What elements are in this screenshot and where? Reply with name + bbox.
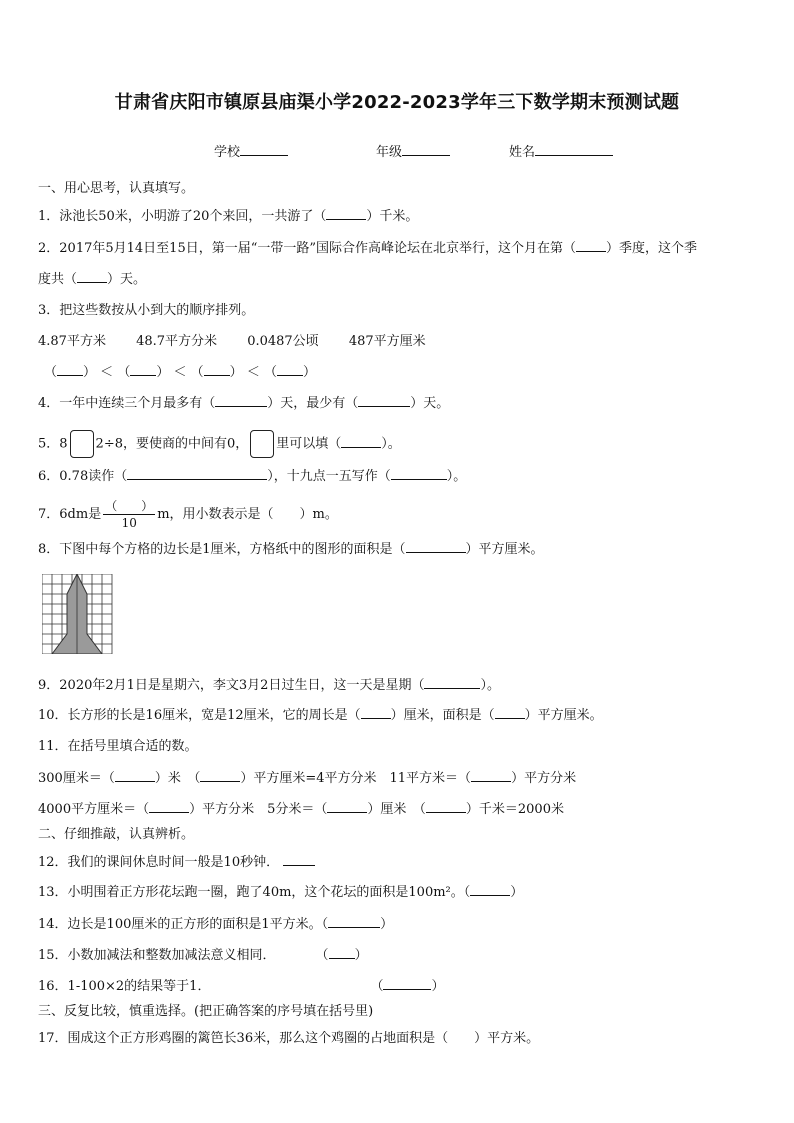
exam-title: 甘肃省庆阳市镇原县庙渠小学2022-2023学年三下数学期末预测试题: [114, 92, 680, 113]
question-6-tail: ）。: [446, 469, 467, 484]
question-10-mid: ）厘米，面积是（: [390, 708, 495, 723]
question-4-tail: ）天。: [410, 396, 450, 411]
paren-close: ）: [354, 948, 368, 963]
answer-blank[interactable]: [327, 800, 367, 813]
question-5-mid-2: 里可以填（: [276, 436, 342, 452]
section-1-heading: 一、用心思考，认真填写。: [38, 181, 195, 196]
question-2-cont: [38, 270, 146, 289]
paren-close: ）: [83, 365, 97, 380]
question-4-text: 4．一年中连续三个月最多有（: [38, 396, 216, 411]
question-14-tail: ）: [380, 917, 394, 932]
answer-blank[interactable]: [329, 946, 355, 959]
question-1-tail: ）千米。: [366, 209, 419, 224]
row-2-part-3: ）厘米 （: [367, 802, 426, 817]
question-2-text-2: 度共（: [38, 272, 78, 287]
question-3-order: [44, 363, 316, 382]
answer-blank[interactable]: [391, 467, 447, 480]
paren-close: ）: [431, 979, 445, 994]
question-10-tail: ）平方厘米。: [524, 708, 603, 723]
less-than: ＜: [246, 365, 260, 380]
question-1-text: 1．泳池长50米，小明游了20个来回，一共游了（: [38, 209, 327, 224]
school-field: [214, 141, 288, 160]
question-6-mid: ），十九点一五写作（: [267, 469, 391, 484]
question-2-text: 2．2017年5月14日至15日，第一届“一带一路”国际合作高峰论坛在北京举行，这个月在第（: [38, 241, 577, 256]
question-17: 17．围成这个正方形鸡圈的篱笆长36米，那么这个鸡圈的占地面积是（ ）平方米。: [38, 1031, 540, 1046]
row-2-part-1: 4000平方厘米＝（: [38, 802, 150, 817]
question-10: [38, 706, 603, 725]
value-3: 0.0487公顷: [247, 334, 319, 349]
name-label: 姓名: [509, 145, 536, 160]
question-9-tail: ）。: [480, 678, 500, 693]
question-6-text: 6．0.78读作（: [38, 469, 128, 484]
answer-blank[interactable]: [200, 769, 240, 782]
question-15-text: 15．小数加减法和整数加减法意义相同．: [38, 948, 276, 963]
answer-blank[interactable]: [277, 363, 303, 376]
answer-blank[interactable]: [127, 467, 267, 480]
grid-figure: [42, 574, 114, 654]
answer-blank[interactable]: [406, 540, 466, 553]
answer-blank[interactable]: [470, 883, 510, 896]
question-5-text: 5．8: [38, 436, 68, 452]
paren-close: ）: [156, 365, 170, 380]
row-2-part-2: ）平方分米 5分米＝（: [189, 802, 328, 817]
question-15: [38, 946, 368, 965]
question-7-text: 7．6dm是: [38, 507, 102, 522]
question-4-mid: ）天，最少有（: [267, 396, 359, 411]
less-than: ＜: [173, 365, 187, 380]
question-3-values: [38, 333, 426, 351]
fraction: [103, 498, 155, 531]
question-14: [38, 915, 393, 934]
question-7: [38, 498, 338, 531]
question-2-tail: ）季度，这个季: [606, 241, 698, 256]
digit-box[interactable]: [250, 430, 274, 458]
question-11-row-1: [38, 769, 576, 788]
question-9-text: 9．2020年2月1日是星期六，李文3月2日过生日，这一天是星期（: [38, 678, 425, 693]
less-than: ＜: [100, 365, 114, 380]
paren-close: ）: [229, 365, 243, 380]
question-10-text: 10．长方形的长是16厘米，宽是12厘米，它的周长是（: [38, 708, 361, 723]
question-9: [38, 676, 500, 695]
question-1: [38, 207, 418, 226]
grade-field: [376, 141, 450, 160]
answer-blank[interactable]: [426, 800, 466, 813]
grade-label: 年级: [376, 145, 403, 160]
question-6: [38, 467, 466, 486]
question-5: [38, 430, 401, 458]
question-13: [38, 883, 523, 902]
answer-blank[interactable]: [326, 207, 366, 220]
answer-blank[interactable]: [328, 915, 380, 928]
paren-open: （: [190, 365, 204, 380]
paren-open: （: [315, 948, 329, 963]
answer-blank[interactable]: [495, 706, 525, 719]
school-label: 学校: [214, 145, 241, 160]
question-4: [38, 394, 449, 413]
question-5-tail: ）。: [381, 436, 401, 452]
value-4: 487平方厘米: [348, 334, 426, 349]
question-11-row-2: [38, 800, 564, 819]
answer-blank[interactable]: [424, 676, 480, 689]
answer-blank[interactable]: [215, 394, 267, 407]
question-2: [38, 239, 697, 258]
section-3-heading: 三、反复比较，慎重选择。(把正确答案的序号填在括号里): [38, 1004, 374, 1019]
row-1-part-1: 300厘米＝（: [38, 771, 115, 786]
question-14-text: 14．边长是100厘米的正方形的面积是1平方米。（: [38, 917, 329, 932]
answer-blank[interactable]: [149, 800, 189, 813]
question-13-text: 13．小明围着正方形花坛跑一圈，跑了40m，这个花坛的面积是100m²。（: [38, 885, 471, 900]
question-12: [38, 853, 315, 872]
answer-blank[interactable]: [204, 363, 230, 376]
answer-blank[interactable]: [358, 394, 410, 407]
question-8-text: 8．下图中每个方格的边长是1厘米，方格纸中的图形的面积是（: [38, 542, 406, 557]
grid-figure-svg: [42, 574, 114, 654]
fraction-numerator[interactable]: （ ）: [105, 499, 154, 513]
answer-blank[interactable]: [77, 270, 107, 283]
paren-open: （: [263, 365, 277, 380]
question-5-mid: 2÷8，要使商的中间有0，: [95, 436, 249, 452]
question-16-text: 16．1-100×2的结果等于1．: [38, 979, 211, 994]
question-7-tail: m，用小数表示是（ ）m。: [157, 507, 338, 522]
question-8-tail: ）平方厘米。: [465, 542, 544, 557]
value-1: 4.87平方米: [38, 334, 106, 349]
answer-blank[interactable]: [130, 363, 156, 376]
name-field: [509, 141, 613, 160]
paren-open: （: [117, 365, 131, 380]
question-16: [38, 977, 445, 996]
answer-blank[interactable]: [283, 853, 315, 866]
grade-blank[interactable]: [402, 143, 450, 156]
digit-box[interactable]: [70, 430, 94, 458]
answer-blank[interactable]: [361, 706, 391, 719]
value-2: 48.7平方分米: [136, 334, 218, 349]
paren-open: （: [370, 979, 384, 994]
name-blank[interactable]: [535, 143, 613, 156]
question-13-tail: ）: [510, 885, 524, 900]
row-1-part-3: ）平方厘米=4平方分米 11平方米＝（: [240, 771, 472, 786]
question-2-tail-2: ）天。: [107, 272, 147, 287]
row-1-part-4: ）平方分米: [511, 771, 577, 786]
row-2-part-4: ）千米＝2000米: [465, 802, 564, 817]
answer-blank[interactable]: [115, 769, 155, 782]
school-blank[interactable]: [240, 143, 288, 156]
row-1-part-2: ）米 （: [154, 771, 201, 786]
paren-close: ）: [303, 365, 317, 380]
answer-blank[interactable]: [576, 239, 606, 252]
answer-blank[interactable]: [57, 363, 83, 376]
fraction-denominator: 10: [121, 516, 137, 530]
question-8: [38, 540, 544, 559]
question-3: 3．把这些数按从小到大的顺序排列。: [38, 303, 255, 318]
question-11: 11．在括号里填合适的数。: [38, 739, 198, 754]
answer-blank[interactable]: [341, 435, 381, 448]
section-2-heading: 二、仔细推敲，认真辨析。: [38, 827, 195, 842]
question-12-text: 12．我们的课间休息时间一般是10秒钟．: [38, 855, 280, 870]
paren-open: （: [44, 365, 58, 380]
answer-blank[interactable]: [471, 769, 511, 782]
answer-blank[interactable]: [383, 977, 431, 990]
